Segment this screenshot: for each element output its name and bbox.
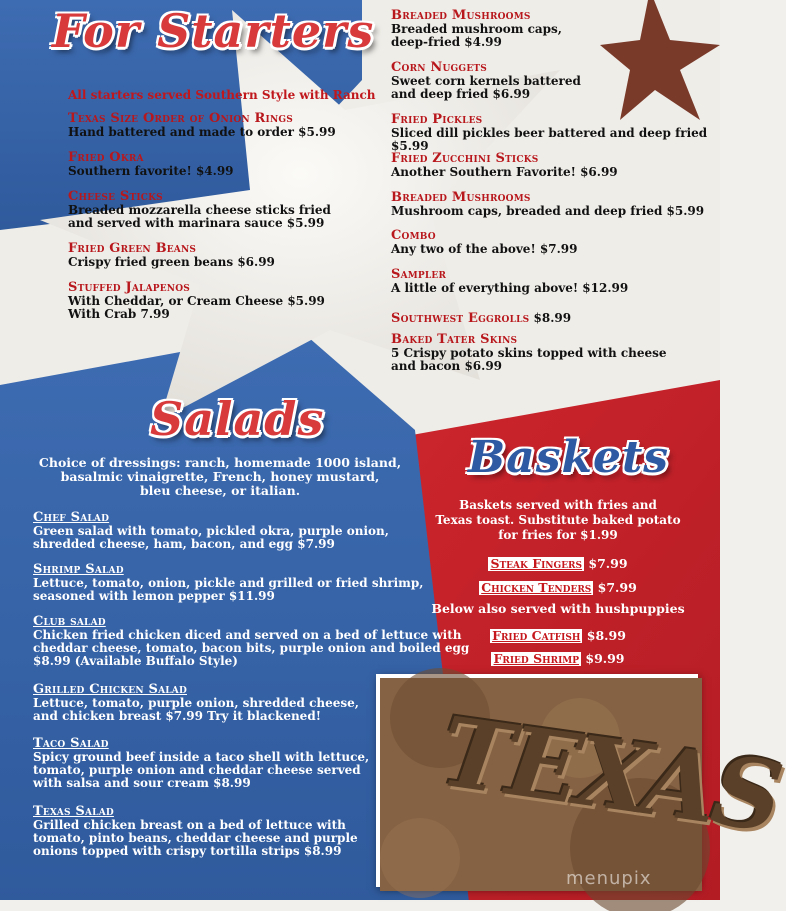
item-name: Fried Pickles: [391, 112, 483, 127]
note-line: Texas toast. Substitute baked potato: [435, 513, 681, 527]
item-desc: $8.99 (Available Buffalo Style): [33, 654, 238, 668]
item-name: Cheese Sticks: [68, 189, 163, 204]
photo-text: TEXAS: [433, 694, 786, 855]
item-desc: With Crab 7.99: [68, 307, 170, 321]
item-name: Baked Tater Skins: [391, 332, 518, 347]
starter-item: [68, 112, 336, 139]
item-desc: A little of everything above! $12.99: [391, 281, 629, 295]
item-name: Corn Nuggets: [391, 60, 487, 75]
item-desc: Green salad with tomato, pickled okra, purple onion,: [33, 524, 389, 538]
salad-item: [33, 805, 358, 858]
item-desc: Breaded mushroom caps,: [391, 22, 562, 36]
item-desc: and served with marinara sauce $5.99: [68, 216, 325, 230]
item-name: Breaded Mushrooms: [391, 8, 531, 23]
item-desc: tomato, purple onion and cheddar cheese served: [33, 763, 361, 777]
item-name: Chicken Tenders: [481, 580, 592, 595]
item-desc: Chicken fried chicken diced and served on a bed of lettuce with: [33, 628, 462, 642]
note-line: for fries for $1.99: [498, 528, 618, 542]
item-desc: tomato, pinto beans, cheddar cheese and purple: [33, 831, 358, 845]
item-name: Sampler: [391, 267, 447, 282]
starter-item: [68, 281, 325, 321]
item-desc: Sweet corn kernels battered: [391, 74, 581, 88]
item-desc: deep-fried $4.99: [391, 35, 502, 49]
salad-item: [33, 563, 423, 603]
item-desc: 5 Crispy potato skins topped with cheese: [391, 346, 667, 360]
item-desc: Hand battered and made to order $5.99: [68, 125, 336, 139]
item-desc: and chicken breast $7.99 Try it blackened!: [33, 709, 321, 723]
item-name: Fried Zucchini Sticks: [391, 151, 539, 166]
item-desc: Lettuce, tomato, purple onion, shredded cheese,: [33, 696, 359, 710]
salad-item: [33, 683, 359, 723]
note-line: basalmic vinaigrette, French, honey mustard,: [60, 469, 380, 484]
salad-item: [33, 737, 369, 790]
item-price: $9.99: [581, 651, 625, 666]
starter-item: [391, 307, 571, 326]
item-desc: Mushroom caps, breaded and deep fried $5.99: [391, 204, 705, 218]
item-desc: cheddar cheese, tomato, bacon bits, purple onion and boiled egg: [33, 641, 470, 655]
starter-item: [68, 242, 275, 269]
basket-item: [432, 648, 684, 667]
starter-item: [391, 152, 618, 179]
item-desc: Another Southern Favorite! $6.99: [391, 165, 618, 179]
starters-title: For Starters: [52, 4, 375, 58]
starter-item: [391, 333, 667, 373]
item-name: Grilled Chicken Salad: [33, 682, 187, 697]
starter-item: [391, 191, 704, 218]
item-name: Taco Salad: [33, 736, 109, 751]
item-desc: Grilled chicken breast on a bed of lettuce with: [33, 818, 346, 832]
item-desc: and deep fried $6.99: [391, 87, 531, 101]
item-name: Club salad: [33, 614, 106, 629]
note-line: Choice of dressings: ranch, homemade 1000 island,: [38, 455, 402, 470]
baskets-title: Baskets: [468, 432, 670, 483]
salad-item: [33, 511, 389, 551]
basket-item: [432, 625, 684, 644]
note-line: bleu cheese, or italian.: [139, 483, 301, 498]
item-price: $7.99: [584, 556, 628, 571]
item-name: Steak Fingers: [490, 556, 583, 571]
starter-item: [68, 190, 331, 230]
starters-note: All starters served Southern Style with Ranch: [68, 88, 376, 102]
item-desc: shredded cheese, ham, bacon, and egg $7.99: [33, 537, 335, 551]
starter-item: [391, 113, 720, 153]
starter-item: [68, 151, 234, 178]
item-price: $8.99: [582, 628, 626, 643]
item-desc: Southern favorite! $4.99: [68, 164, 234, 178]
starter-item: [391, 61, 581, 101]
item-name: Fried Okra: [68, 150, 144, 165]
item-desc: Spicy ground beef inside a taco shell with lettuce,: [33, 750, 370, 764]
baskets-note: [432, 498, 684, 543]
item-desc: seasoned with lemon pepper $11.99: [33, 589, 275, 603]
texas-photo: [376, 674, 786, 887]
item-name: Fried Green Beans: [68, 241, 197, 256]
salads-note: [30, 456, 410, 498]
item-desc: Crispy fried green beans $6.99: [68, 255, 275, 269]
item-desc: Any two of the above! $7.99: [391, 242, 578, 256]
item-name: Fried Catfish: [492, 628, 581, 643]
item-name: Stuffed Jalapenos: [68, 280, 190, 295]
watermark: menupix: [566, 868, 652, 889]
item-desc: Lettuce, tomato, onion, pickle and grilled or fried shrimp,: [33, 576, 424, 590]
starter-item: [391, 9, 562, 49]
item-price: $8.99: [529, 311, 572, 325]
item-name: Combo: [391, 228, 436, 243]
item-desc: Sliced dill pickles beer battered and deep fried $5.99: [391, 126, 708, 153]
note-line: Baskets served with fries and: [459, 498, 657, 512]
item-price: $7.99: [593, 580, 637, 595]
item-desc: with salsa and sour cream $8.99: [33, 776, 251, 790]
item-desc: onions topped with crispy tortilla strips $8.99: [33, 844, 342, 858]
item-name: Fried Shrimp: [493, 651, 580, 666]
item-name: Southwest Eggrolls: [391, 311, 530, 326]
salads-title: Salads: [150, 392, 325, 446]
item-name: Shrimp Salad: [33, 562, 124, 577]
item-name: Breaded Mushrooms: [391, 190, 531, 205]
basket-item: [432, 553, 684, 572]
salad-item: [33, 615, 469, 668]
starter-item: [391, 229, 577, 256]
item-desc: With Cheddar, or Cream Cheese $5.99: [68, 294, 325, 308]
baskets-note-2: Below also served with hushpuppies: [431, 601, 685, 616]
basket-item: [432, 577, 684, 596]
item-name: Chef Salad: [33, 510, 110, 525]
starter-item: [391, 268, 628, 295]
item-name: Texas Size Order of Onion Rings: [68, 111, 293, 126]
item-desc: Breaded mozzarella cheese sticks fried: [68, 203, 331, 217]
item-desc: and bacon $6.99: [391, 359, 503, 373]
item-name: Texas Salad: [33, 804, 114, 819]
